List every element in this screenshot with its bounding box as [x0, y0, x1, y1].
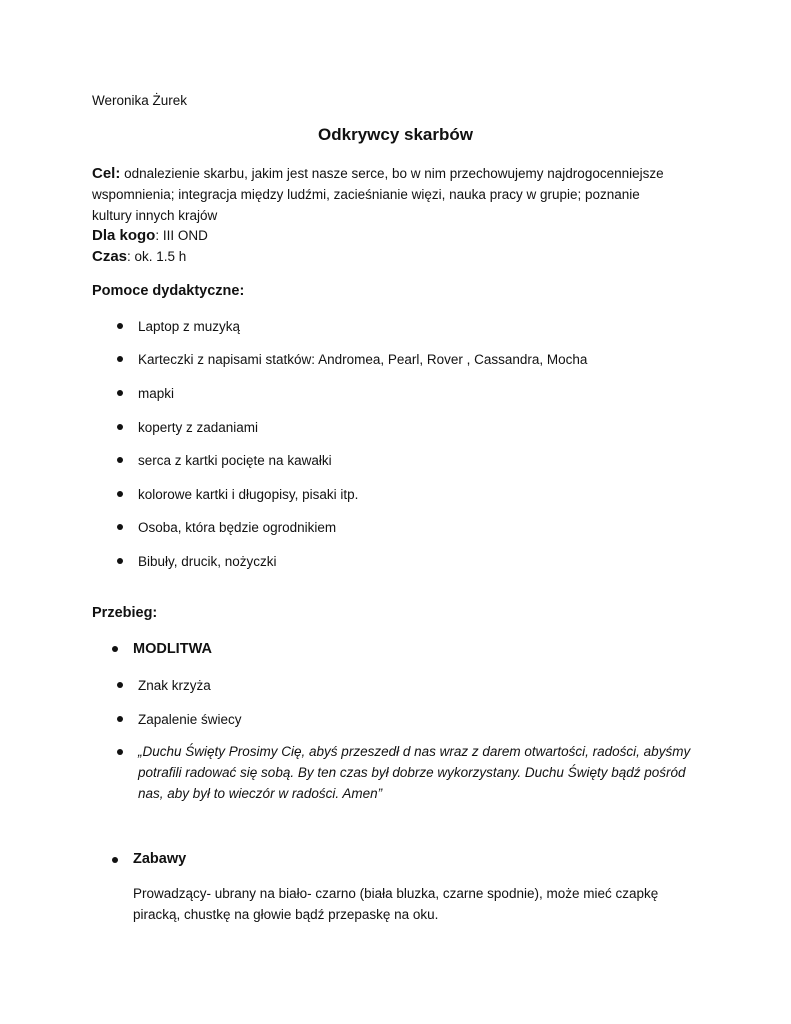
bullet-icon — [117, 491, 123, 497]
bullet-icon — [112, 646, 118, 652]
games-heading: Zabawy — [133, 851, 187, 867]
bullet-icon — [117, 524, 123, 530]
bullet-icon — [117, 457, 123, 463]
list-item-text: Znak krzyża — [138, 678, 211, 693]
bullet-icon — [112, 857, 118, 863]
audience-label: Dla kogo — [92, 227, 156, 244]
list-item-text: Karteczki z napisami statków: Andromea, Pearl, Rover , Cassandra, Mocha — [138, 352, 588, 367]
list-item-text: mapki — [138, 386, 175, 401]
author-name: Weronika Żurek — [92, 93, 188, 108]
list-item-text: Osoba, która będzie ogrodnikiem — [138, 520, 337, 535]
list-item-text: Zapalenie świecy — [138, 712, 242, 727]
bullet-icon — [117, 390, 123, 396]
duration-line — [92, 246, 682, 267]
audience-line — [92, 225, 682, 246]
bullet-icon — [117, 558, 123, 564]
goal-label: Cel: — [92, 165, 121, 182]
list-item-text: serca z kartki pocięte na kawałki — [138, 453, 332, 468]
goal-text: odnalezienie skarbu, jakim jest nasze serce, bo w nim przechowujemy najdrogocenniejsze wspomnienia; integracja między ludźmi, zacieśnianie więzi, nauka pracy w grupie; poznanie kultury innych krajów — [92, 166, 664, 223]
duration-label: Czas — [92, 248, 128, 265]
bullet-icon — [117, 356, 123, 362]
goal-paragraph — [92, 163, 682, 226]
audience-text: : III OND — [155, 228, 208, 243]
aids-heading: Pomoce dydaktyczne: — [92, 283, 245, 299]
bullet-icon — [117, 749, 123, 755]
prayer-text: „Duchu Święty Prosimy Cię, abyś przeszedł d nas wraz z darem otwartości, radości, abyśmy potrafili radować się sobą. By ten czas był dobrze wykorzystany. Duchu Święty bądź pośród nas, aby był to wieczór w radości. Amen” — [138, 744, 691, 801]
bullet-icon — [117, 424, 123, 430]
bullet-icon — [117, 323, 123, 329]
bullet-icon — [117, 682, 123, 688]
list-item-text: koperty z zadaniami — [138, 420, 259, 435]
document-title: Odkrywcy skarbów — [318, 125, 473, 144]
list-item-text: Laptop z muzyką — [138, 319, 241, 334]
bullet-icon — [117, 716, 123, 722]
prayer-heading: MODLITWA — [133, 641, 212, 657]
games-description: Prowadzący- ubrany na biało- czarno (biała bluzka, czarne spodnie), może mieć czapkę piracką, chustkę na głowie bądź przepaskę na oku. — [133, 886, 659, 922]
list-item-text: kolorowe kartki i długopisy, pisaki itp. — [138, 487, 359, 502]
list-item-text: Bibuły, drucik, nożyczki — [138, 554, 277, 569]
duration-text: : ok. 1.5 h — [127, 249, 187, 264]
course-heading: Przebieg: — [92, 605, 158, 621]
